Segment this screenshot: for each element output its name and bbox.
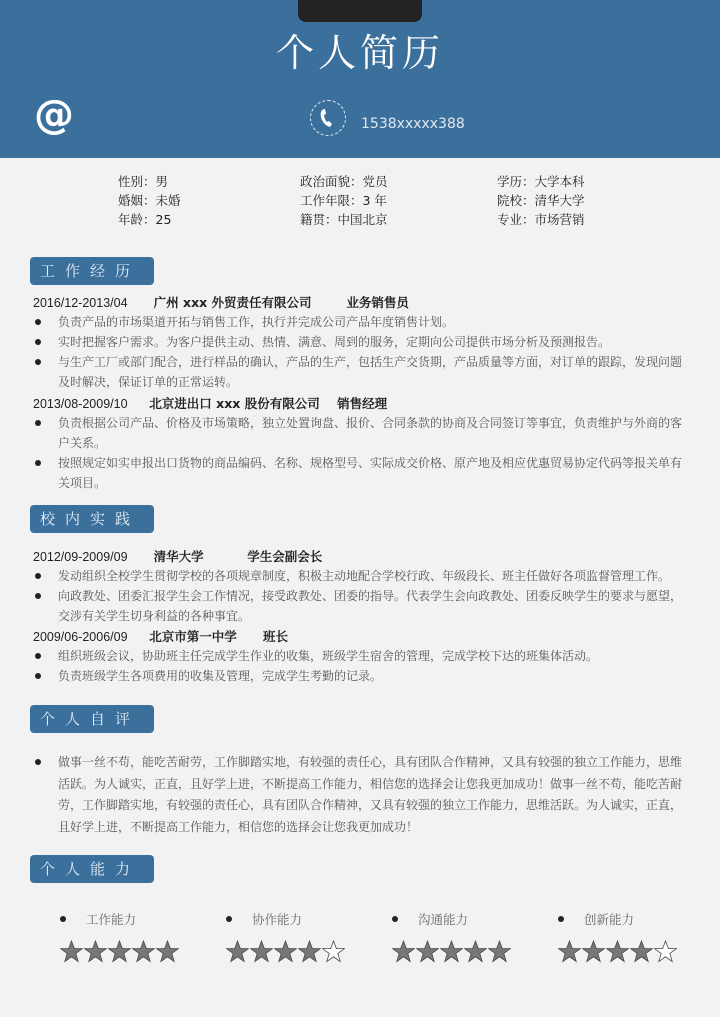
- section-self-title: 个人自评: [30, 705, 154, 733]
- skill-label: 工作能力: [60, 910, 200, 928]
- skill-communication: [392, 910, 532, 963]
- list-item: 与生产工厂或部门配合，进行样品的确认，产品的生产，包括生产交货期，产品质量等方面，对订单的跟踪，发现问题及时解决，保证订单的正常运转。: [33, 352, 693, 392]
- entry-date: 2013/08-2009/10: [33, 397, 128, 411]
- star-empty-icon: [322, 940, 345, 963]
- info-column-1: [118, 172, 181, 229]
- star-filled-icon: [558, 940, 581, 963]
- entry-date: 2012/09-2009/09: [33, 550, 128, 564]
- star-filled-icon: [60, 940, 83, 963]
- work-entry-2-list: [33, 413, 693, 493]
- skill-label: 创新能力: [558, 910, 698, 928]
- info-column-3: [497, 172, 585, 229]
- info-school: 院校：清华大学: [497, 193, 585, 208]
- info-major: 专业：市场营销: [497, 212, 585, 227]
- star-filled-icon: [226, 940, 249, 963]
- info-political: 政治面貌：党员: [300, 174, 388, 189]
- star-filled-icon: [630, 940, 653, 963]
- info-gender: 性别：男: [118, 174, 169, 189]
- entry-date: 2009/06-2006/09: [33, 630, 128, 644]
- star-filled-icon: [606, 940, 629, 963]
- star-filled-icon: [84, 940, 107, 963]
- star-filled-icon: [132, 940, 155, 963]
- phone-icon: [310, 100, 346, 136]
- campus-entry-1-list: [33, 566, 693, 626]
- list-item: 按照规定如实申报出口货物的商品编码、名称、规格型号、实际成交价格、原产地及相应优惠贸易协定代码等报关单有关项目。: [33, 453, 693, 493]
- page-title: 个人简历: [275, 31, 444, 75]
- campus-entry-1-head: [33, 547, 322, 565]
- campus-entry-2-list: [33, 646, 693, 686]
- entry-date: 2016/12-2013/04: [33, 296, 128, 310]
- list-item: 向政教处、团委汇报学生会工作情况，接受政教处、团委的指导。代表学生会向政教处、团委反映学生的要求与愿望，交涉有关学生切身利益的各种事宜。: [33, 586, 693, 626]
- star-rating: [558, 940, 698, 963]
- star-filled-icon: [416, 940, 439, 963]
- section-skills-title: 个人能力: [30, 855, 154, 883]
- skill-label: 协作能力: [226, 910, 366, 928]
- campus-entry-2-head: [33, 627, 288, 645]
- info-origin: 籍贯：中国北京: [300, 212, 388, 227]
- star-rating: [392, 940, 532, 963]
- entry-org: 北京市第一中学: [149, 629, 237, 644]
- entry-role: 销售经理: [337, 396, 388, 411]
- list-item: 负责班级学生各项费用的收集及管理，完成学生考勤的记录。: [33, 666, 693, 686]
- star-filled-icon: [274, 940, 297, 963]
- info-column-2: [300, 172, 388, 229]
- star-filled-icon: [298, 940, 321, 963]
- list-item: 负责产品的市场渠道开拓与销售工作，执行并完成公司产品年度销售计划。: [33, 312, 693, 332]
- list-item: 组织班级会议，协助班主任完成学生作业的收集，班级学生宿舍的管理，完成学校下达的班集体活动。: [33, 646, 693, 666]
- entry-role: 班长: [262, 629, 288, 644]
- list-item: 发动组织全校学生贯彻学校的各项规章制度，积极主动地配合学校行政、年级段长、班主任做好各项监督管理工作。: [33, 566, 693, 586]
- info-marital: 婚姻：未婚: [118, 193, 181, 208]
- star-filled-icon: [392, 940, 415, 963]
- list-item: 实时把握客户需求。为客户提供主动、热情、满意、周到的服务，定期向公司提供市场分析及预测报告。: [33, 332, 693, 352]
- section-work-title: 工作经历: [30, 257, 154, 285]
- entry-role: 学生会副会长: [247, 549, 323, 564]
- star-filled-icon: [156, 940, 179, 963]
- self-eval-list: [33, 752, 693, 838]
- list-item: 做事一丝不苟，能吃苦耐劳，工作脚踏实地，有较强的责任心，具有团队合作精神，又具有较强的独立工作能力，思维活跃。为人诚实，正直，且好学上进，不断提高工作能力，相信您的选择会让您我更加成功！做事一丝不苟，能吃苦耐劳，工作脚踏实地，有较强的责任心，具有团队合作精神，又具有较强的独立工作能力，思维活跃。为人诚实，正直，且好学上进，不断提高工作能力，相信您的选择会让您我更加成功！: [33, 752, 693, 838]
- section-campus-title: 校内实践: [30, 505, 154, 533]
- info-years: 工作年限：3 年: [300, 193, 387, 208]
- phone-number: 1538xxxxx388: [361, 116, 465, 132]
- work-entry-1-list: [33, 312, 693, 392]
- at-icon: @: [34, 92, 74, 138]
- skill-label: 沟通能力: [392, 910, 532, 928]
- skill-innovation: [558, 910, 698, 963]
- photo-placeholder: [298, 0, 422, 22]
- entry-org: 北京进出口 xxx 股份有限公司: [149, 396, 320, 411]
- star-rating: [226, 940, 366, 963]
- star-filled-icon: [582, 940, 605, 963]
- header-banner: [0, 0, 720, 158]
- star-filled-icon: [440, 940, 463, 963]
- star-filled-icon: [488, 940, 511, 963]
- entry-org: 广州 xxx 外贸责任有限公司: [153, 295, 312, 310]
- skill-collab: [226, 910, 366, 963]
- work-entry-2-head: [33, 394, 387, 412]
- info-education: 学历：大学本科: [497, 174, 585, 189]
- info-age: 年龄：25: [118, 212, 172, 227]
- skill-work: [60, 910, 200, 963]
- list-item: 负责根据公司产品、价格及市场策略，独立处置询盘、报价、合同条款的协商及合同签订等事宜，负责维护与外商的客户关系。: [33, 413, 693, 453]
- entry-role: 业务销售员: [346, 295, 409, 310]
- star-filled-icon: [108, 940, 131, 963]
- star-filled-icon: [250, 940, 273, 963]
- entry-org: 清华大学: [153, 549, 204, 564]
- star-empty-icon: [654, 940, 677, 963]
- work-entry-1-head: [33, 293, 409, 311]
- star-rating: [60, 940, 200, 963]
- star-filled-icon: [464, 940, 487, 963]
